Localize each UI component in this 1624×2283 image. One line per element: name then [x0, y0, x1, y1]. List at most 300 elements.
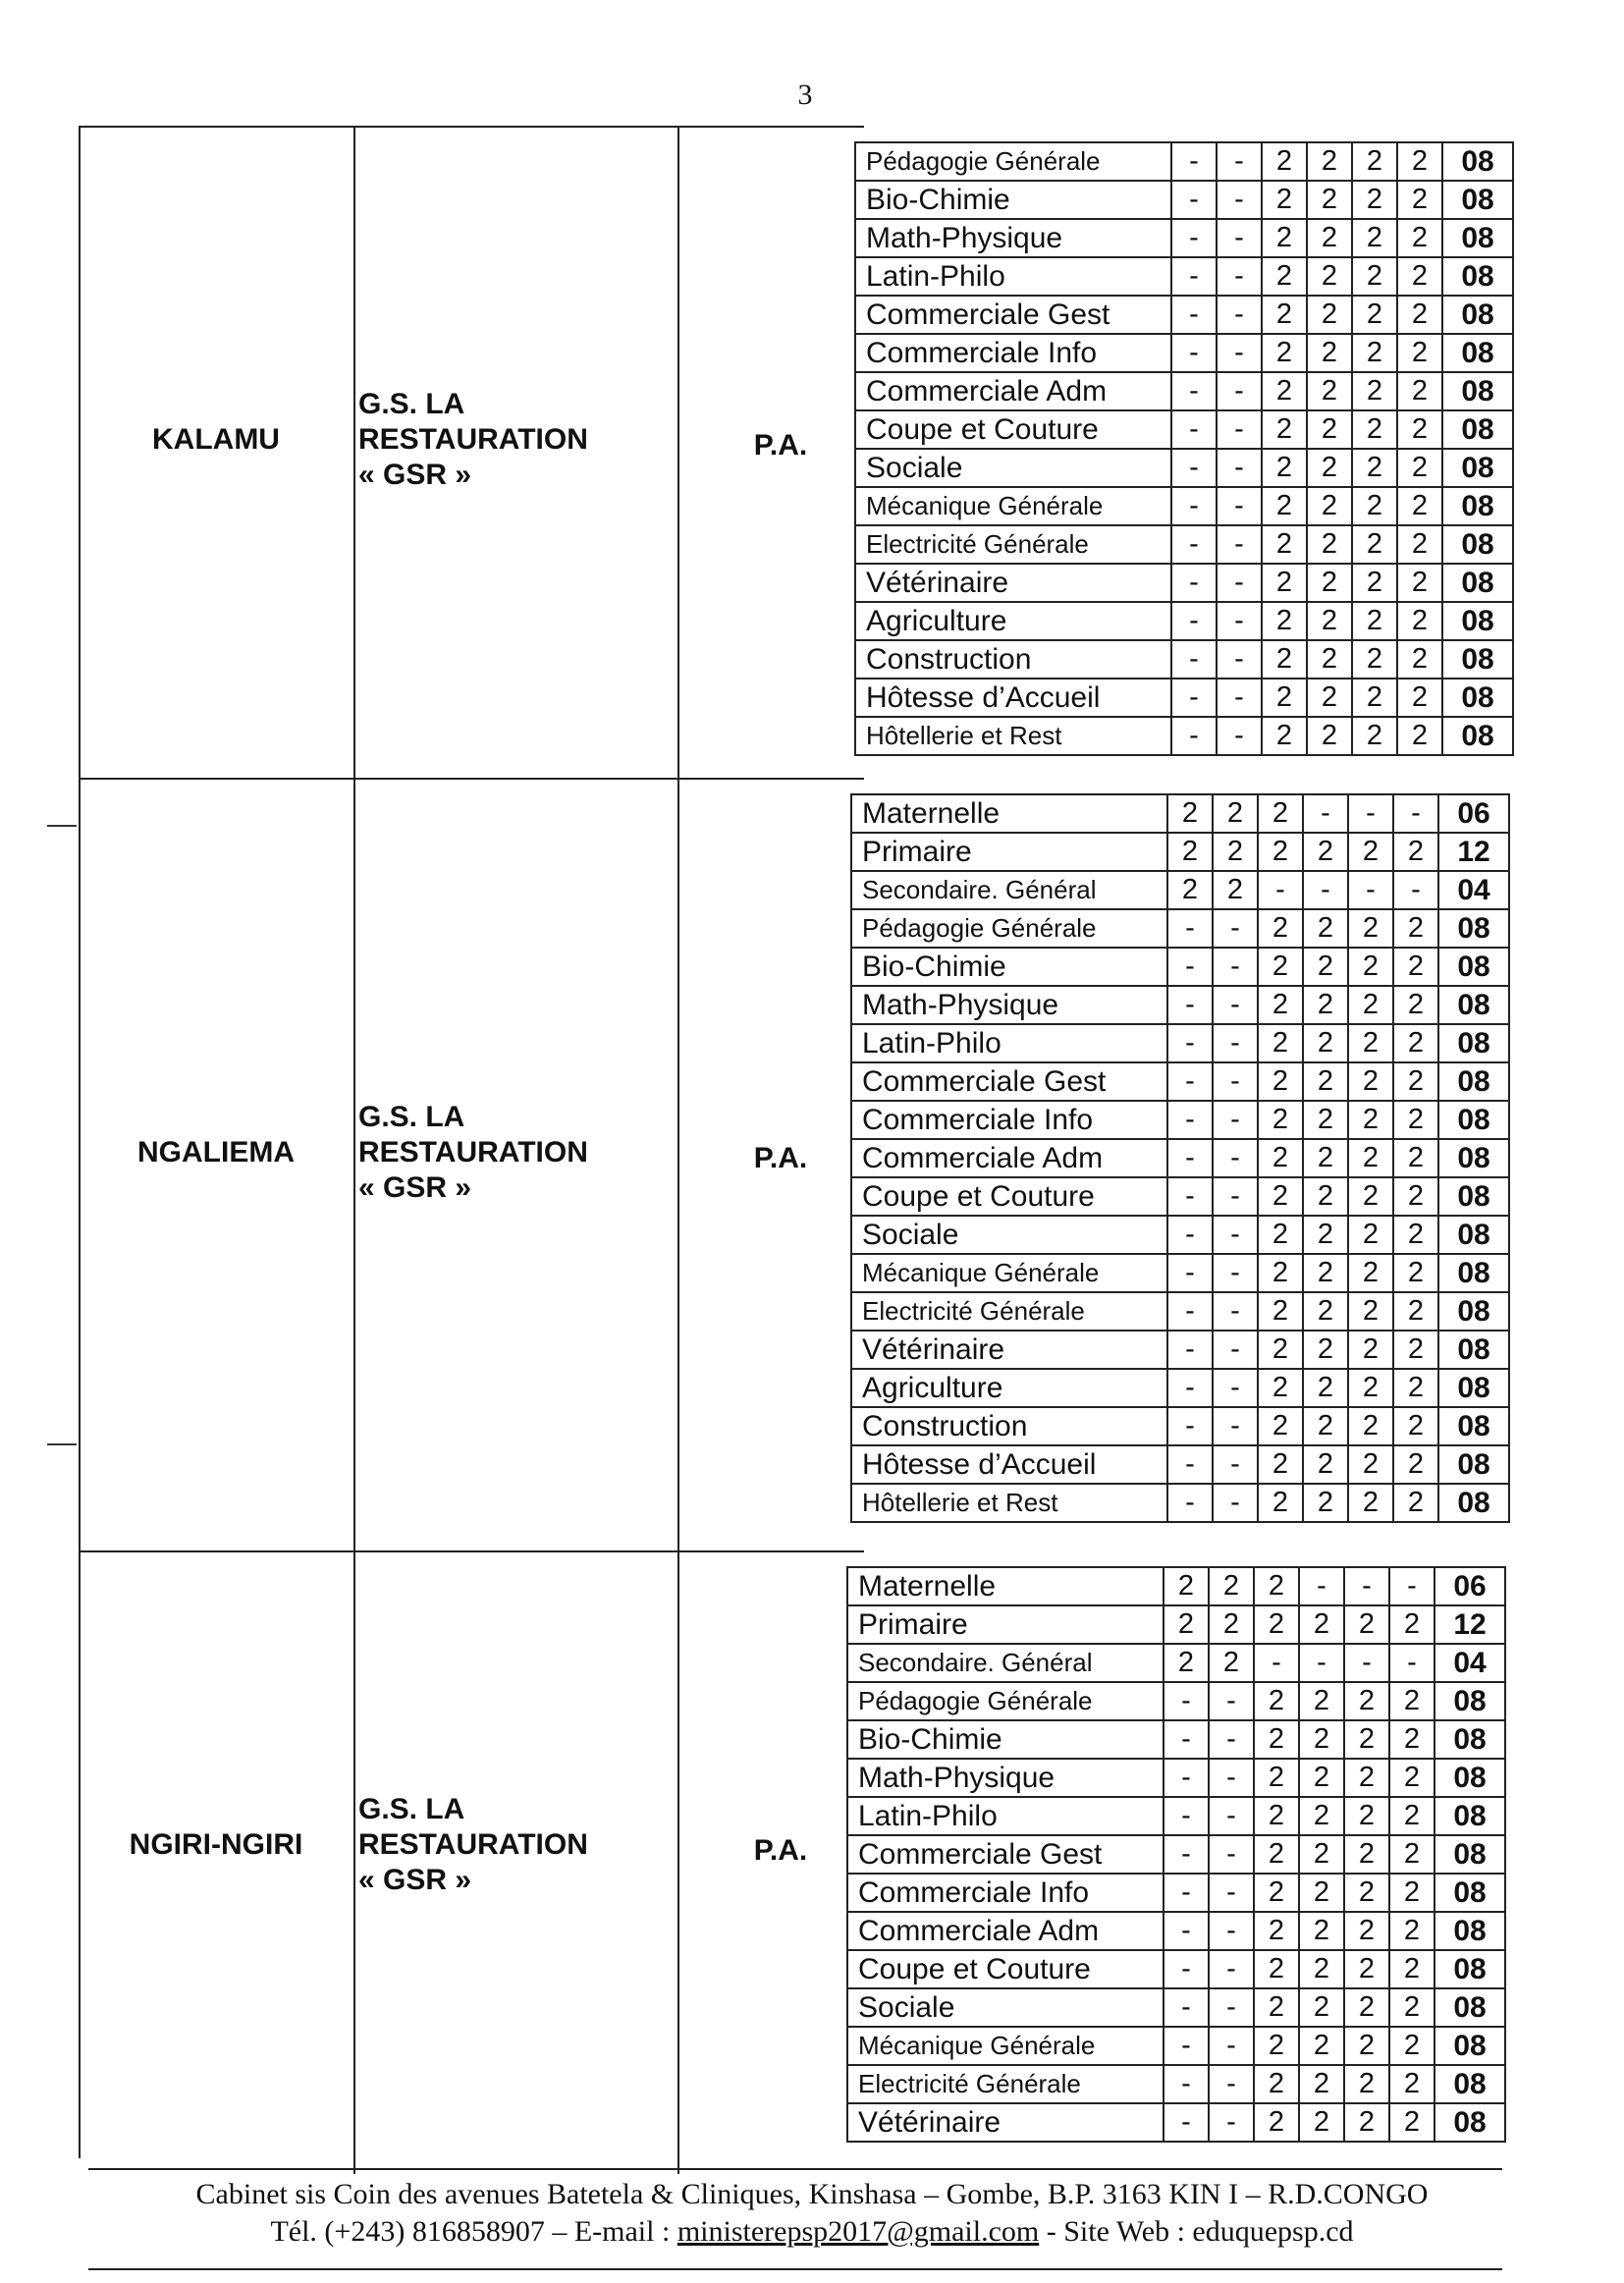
- footer-site: - Site Web : eduquepsp.cd: [1039, 2215, 1354, 2248]
- class-count-cell: 2: [1344, 1720, 1389, 1759]
- class-count-cell: 2: [1397, 257, 1442, 296]
- school-name-line: « GSR »: [358, 1863, 472, 1896]
- table-row: [851, 1062, 1509, 1101]
- class-count-cell: -: [1348, 794, 1393, 833]
- class-count-cell: 2: [1303, 1407, 1348, 1445]
- class-count-cell: 2: [1352, 717, 1397, 755]
- class-count-cell: -: [1209, 1950, 1254, 1988]
- class-count-cell: -: [1209, 2065, 1254, 2103]
- class-count-cell: 2: [1348, 1484, 1393, 1522]
- option-name: Pédagogie Générale: [851, 909, 1167, 948]
- class-count-cell: 2: [1352, 296, 1397, 334]
- table-row: [855, 219, 1513, 257]
- class-count-cell: 2: [1213, 833, 1258, 871]
- class-count-cell: 2: [1262, 640, 1307, 679]
- class-count-cell: -: [1217, 142, 1262, 181]
- class-count-cell: 2: [1352, 142, 1397, 181]
- class-count-cell: 2: [1258, 909, 1303, 948]
- option-name: Math-Physique: [851, 986, 1167, 1024]
- class-count-cell: 2: [1262, 372, 1307, 410]
- class-count-cell: 2: [1397, 679, 1442, 717]
- class-count-cell: 2: [1258, 794, 1303, 833]
- class-count-cell: -: [1217, 487, 1262, 525]
- table-row: [851, 871, 1509, 909]
- class-count-cell: 2: [1167, 794, 1213, 833]
- class-count-cell: -: [1299, 1644, 1344, 1682]
- total-cell: 04: [1435, 1644, 1505, 1682]
- class-count-cell: 2: [1393, 1445, 1438, 1484]
- class-count-cell: 2: [1397, 334, 1442, 372]
- footer-email[interactable]: ministerepsp2017@gmail.com: [677, 2215, 1040, 2248]
- class-count-cell: -: [1217, 296, 1262, 334]
- total-cell: 08: [1442, 602, 1513, 640]
- total-cell: 08: [1438, 1177, 1509, 1216]
- class-count-cell: 2: [1258, 948, 1303, 986]
- class-count-cell: 2: [1389, 1950, 1435, 1988]
- class-count-cell: 2: [1254, 1759, 1299, 1797]
- total-cell: 08: [1438, 948, 1509, 986]
- class-count-cell: 2: [1352, 679, 1397, 717]
- class-count-cell: 2: [1209, 1644, 1254, 1682]
- table-row: [847, 2065, 1505, 2103]
- class-count-cell: 2: [1303, 1254, 1348, 1292]
- class-count-cell: 2: [1393, 1292, 1438, 1331]
- class-count-cell: 2: [1393, 1177, 1438, 1216]
- section-kalamu: [79, 126, 864, 789]
- option-name: Commerciale Adm: [855, 372, 1171, 410]
- class-count-cell: 2: [1344, 1950, 1389, 1988]
- class-count-cell: 2: [1397, 640, 1442, 679]
- class-count-cell: 2: [1397, 487, 1442, 525]
- table-row: [855, 142, 1513, 181]
- total-cell: 08: [1435, 2103, 1505, 2142]
- class-count-cell: 2: [1254, 2027, 1299, 2065]
- class-count-cell: 2: [1254, 1605, 1299, 1644]
- class-count-cell: -: [1213, 1369, 1258, 1407]
- option-name: Math-Physique: [855, 219, 1171, 257]
- class-count-cell: -: [1217, 679, 1262, 717]
- class-count-cell: -: [1217, 257, 1262, 296]
- section-ngiri-ngiri: [79, 1550, 864, 2174]
- class-count-cell: -: [1167, 1062, 1213, 1101]
- class-count-cell: 2: [1397, 410, 1442, 449]
- class-count-cell: -: [1217, 181, 1262, 219]
- class-count-cell: 2: [1262, 181, 1307, 219]
- class-count-cell: 2: [1307, 257, 1352, 296]
- school-name-line: G.S. LA: [358, 388, 465, 420]
- class-count-cell: -: [1217, 334, 1262, 372]
- class-count-cell: 2: [1393, 909, 1438, 948]
- section-ngaliema: [79, 778, 864, 1562]
- class-count-cell: 2: [1344, 2103, 1389, 2142]
- class-count-cell: 2: [1258, 1062, 1303, 1101]
- school-name-line: « GSR »: [358, 1170, 472, 1204]
- class-count-cell: -: [1167, 1484, 1213, 1522]
- class-count-cell: 2: [1397, 372, 1442, 410]
- column-divider: [353, 778, 355, 1562]
- class-count-cell: -: [1167, 948, 1213, 986]
- class-count-cell: -: [1303, 871, 1348, 909]
- class-count-cell: 2: [1389, 1835, 1435, 1874]
- class-count-cell: 2: [1307, 372, 1352, 410]
- class-count-cell: -: [1344, 1644, 1389, 1682]
- option-name: Bio-Chimie: [855, 181, 1171, 219]
- option-name: Latin-Philo: [847, 1797, 1164, 1835]
- class-count-cell: 2: [1352, 181, 1397, 219]
- class-count-cell: 2: [1254, 1797, 1299, 1835]
- class-count-cell: 2: [1344, 2027, 1389, 2065]
- option-name: Secondaire. Général: [847, 1644, 1164, 1682]
- class-count-cell: 2: [1299, 2065, 1344, 2103]
- class-count-cell: 2: [1307, 679, 1352, 717]
- table-row: [851, 1101, 1509, 1139]
- option-name: Commerciale Gest: [847, 1835, 1164, 1874]
- class-count-cell: -: [1171, 219, 1217, 257]
- class-count-cell: 2: [1393, 833, 1438, 871]
- option-name: Mécanique Générale: [851, 1254, 1167, 1292]
- class-count-cell: 2: [1164, 1567, 1209, 1605]
- class-count-cell: -: [1213, 1331, 1258, 1369]
- option-name: Commerciale Gest: [855, 296, 1171, 334]
- total-cell: 08: [1435, 2065, 1505, 2103]
- class-count-cell: 2: [1303, 986, 1348, 1024]
- option-name: Hôtellerie et Rest: [851, 1484, 1167, 1522]
- class-count-cell: 2: [1348, 909, 1393, 948]
- class-count-cell: 2: [1258, 1292, 1303, 1331]
- class-count-cell: 2: [1254, 1950, 1299, 1988]
- total-cell: 08: [1442, 640, 1513, 679]
- total-cell: 08: [1442, 449, 1513, 487]
- option-name: Commerciale Info: [851, 1101, 1167, 1139]
- class-count-cell: 2: [1393, 1216, 1438, 1254]
- option-name: Vétérinaire: [855, 564, 1171, 602]
- option-name: Coupe et Couture: [847, 1950, 1164, 1988]
- class-count-cell: 2: [1303, 1292, 1348, 1331]
- total-cell: 08: [1438, 1139, 1509, 1177]
- class-count-cell: -: [1164, 2027, 1209, 2065]
- class-count-cell: 2: [1307, 219, 1352, 257]
- total-cell: 08: [1435, 1835, 1505, 1874]
- footer-address: Cabinet sis Coin des avenues Batetela & Cliniques, Kinshasa – Gombe, B.P. 3163 KIN I – R.D.CONGO: [195, 2178, 1429, 2210]
- class-count-cell: 2: [1254, 1912, 1299, 1950]
- class-count-cell: -: [1167, 1407, 1213, 1445]
- commune-name: NGALIEMA: [137, 1135, 295, 1169]
- class-count-cell: 2: [1299, 1835, 1344, 1874]
- school-name-line: G.S. LA: [358, 1100, 465, 1133]
- class-count-cell: 2: [1213, 794, 1258, 833]
- class-count-cell: 2: [1344, 1682, 1389, 1720]
- total-cell: 08: [1435, 1759, 1505, 1797]
- class-count-cell: 2: [1389, 1874, 1435, 1912]
- class-count-cell: -: [1393, 794, 1438, 833]
- class-count-cell: 2: [1254, 1988, 1299, 2027]
- option-name: Maternelle: [847, 1567, 1164, 1605]
- option-name: Mécanique Générale: [855, 487, 1171, 525]
- total-cell: 08: [1442, 564, 1513, 602]
- class-count-cell: 2: [1258, 833, 1303, 871]
- class-count-cell: 2: [1307, 334, 1352, 372]
- class-count-cell: 2: [1303, 948, 1348, 986]
- total-cell: 08: [1435, 1950, 1505, 1988]
- options-table: [850, 793, 1510, 1523]
- class-count-cell: 2: [1303, 1062, 1348, 1101]
- table-row: [851, 794, 1509, 833]
- table-row: [851, 833, 1509, 871]
- table-row: [855, 602, 1513, 640]
- class-count-cell: -: [1171, 717, 1217, 755]
- class-count-cell: -: [1209, 1874, 1254, 1912]
- class-count-cell: 2: [1299, 1950, 1344, 1988]
- table-row: [851, 1024, 1509, 1062]
- class-count-cell: -: [1171, 640, 1217, 679]
- class-count-cell: -: [1213, 1216, 1258, 1254]
- class-count-cell: 2: [1258, 1216, 1303, 1254]
- option-name: Secondaire. Général: [851, 871, 1167, 909]
- class-count-cell: 2: [1348, 1216, 1393, 1254]
- table-row: [851, 1216, 1509, 1254]
- margin-mark: [47, 1443, 77, 1445]
- table-row: [847, 2103, 1505, 2142]
- class-count-cell: 2: [1344, 1797, 1389, 1835]
- option-name: Construction: [855, 640, 1171, 679]
- class-count-cell: 2: [1303, 1139, 1348, 1177]
- class-count-cell: 2: [1348, 1292, 1393, 1331]
- class-count-cell: 2: [1262, 449, 1307, 487]
- class-count-cell: 2: [1307, 602, 1352, 640]
- table-row: [847, 1644, 1505, 1682]
- class-count-cell: 2: [1389, 1720, 1435, 1759]
- table-row: [855, 334, 1513, 372]
- class-count-cell: 2: [1307, 640, 1352, 679]
- class-count-cell: 2: [1262, 296, 1307, 334]
- class-count-cell: -: [1171, 679, 1217, 717]
- class-count-cell: -: [1213, 1407, 1258, 1445]
- class-count-cell: 2: [1299, 1988, 1344, 2027]
- class-count-cell: 2: [1254, 1874, 1299, 1912]
- table-row: [847, 1720, 1505, 1759]
- option-name: Pédagogie Générale: [847, 1682, 1164, 1720]
- total-cell: 08: [1438, 986, 1509, 1024]
- class-count-cell: -: [1348, 871, 1393, 909]
- class-count-cell: -: [1171, 449, 1217, 487]
- class-count-cell: -: [1213, 1101, 1258, 1139]
- total-cell: 08: [1438, 1101, 1509, 1139]
- class-count-cell: 2: [1262, 219, 1307, 257]
- class-count-cell: 2: [1348, 1139, 1393, 1177]
- class-count-cell: 2: [1258, 1331, 1303, 1369]
- class-count-cell: 2: [1348, 1254, 1393, 1292]
- option-name: Maternelle: [851, 794, 1167, 833]
- class-count-cell: -: [1171, 181, 1217, 219]
- class-count-cell: 2: [1352, 219, 1397, 257]
- total-cell: 08: [1442, 410, 1513, 449]
- class-count-cell: -: [1164, 1912, 1209, 1950]
- program-code: P.A.: [753, 1833, 808, 1867]
- class-count-cell: -: [1209, 1720, 1254, 1759]
- class-count-cell: 2: [1389, 1759, 1435, 1797]
- school-name-line: G.S. LA: [358, 1792, 465, 1825]
- option-name: Latin-Philo: [855, 257, 1171, 296]
- class-count-cell: -: [1217, 564, 1262, 602]
- class-count-cell: -: [1217, 602, 1262, 640]
- total-cell: 08: [1438, 1254, 1509, 1292]
- class-count-cell: 2: [1352, 564, 1397, 602]
- total-cell: 08: [1442, 679, 1513, 717]
- class-count-cell: 2: [1352, 334, 1397, 372]
- option-name: Electricité Générale: [855, 525, 1171, 564]
- class-count-cell: 2: [1397, 142, 1442, 181]
- total-cell: 08: [1435, 1682, 1505, 1720]
- class-count-cell: 2: [1307, 449, 1352, 487]
- class-count-cell: 2: [1348, 833, 1393, 871]
- class-count-cell: -: [1217, 525, 1262, 564]
- class-count-cell: -: [1171, 487, 1217, 525]
- total-cell: 08: [1442, 296, 1513, 334]
- class-count-cell: -: [1164, 1759, 1209, 1797]
- option-name: Hôtellerie et Rest: [855, 717, 1171, 755]
- option-name: Primaire: [851, 833, 1167, 871]
- table-row: [855, 181, 1513, 219]
- total-cell: 12: [1435, 1605, 1505, 1644]
- class-count-cell: 2: [1303, 833, 1348, 871]
- total-cell: 08: [1438, 1484, 1509, 1522]
- class-count-cell: 2: [1262, 334, 1307, 372]
- class-count-cell: -: [1167, 909, 1213, 948]
- class-count-cell: 2: [1258, 1407, 1303, 1445]
- total-cell: 12: [1438, 833, 1509, 871]
- class-count-cell: 2: [1397, 181, 1442, 219]
- total-cell: 06: [1435, 1567, 1505, 1605]
- class-count-cell: -: [1217, 640, 1262, 679]
- class-count-cell: 2: [1352, 372, 1397, 410]
- table-row: [847, 1605, 1505, 1644]
- class-count-cell: 2: [1262, 410, 1307, 449]
- class-count-cell: 2: [1389, 1682, 1435, 1720]
- class-count-cell: 2: [1299, 1912, 1344, 1950]
- table-row: [847, 1567, 1505, 1605]
- class-count-cell: 2: [1164, 1605, 1209, 1644]
- class-count-cell: 2: [1258, 1254, 1303, 1292]
- total-cell: 08: [1435, 2027, 1505, 2065]
- class-count-cell: -: [1164, 1682, 1209, 1720]
- class-count-cell: 2: [1258, 1177, 1303, 1216]
- class-count-cell: -: [1209, 2027, 1254, 2065]
- class-count-cell: -: [1303, 794, 1348, 833]
- class-count-cell: 2: [1258, 1369, 1303, 1407]
- class-count-cell: 2: [1393, 1407, 1438, 1445]
- class-count-cell: -: [1171, 372, 1217, 410]
- class-count-cell: -: [1217, 410, 1262, 449]
- total-cell: 08: [1438, 1024, 1509, 1062]
- class-count-cell: -: [1213, 909, 1258, 948]
- class-count-cell: 2: [1262, 679, 1307, 717]
- section-divider: [79, 1550, 864, 1552]
- class-count-cell: 2: [1348, 1101, 1393, 1139]
- class-count-cell: 2: [1299, 1797, 1344, 1835]
- table-row: [847, 2027, 1505, 2065]
- margin-mark: [47, 825, 77, 827]
- column-divider: [353, 1550, 355, 2174]
- total-cell: 08: [1442, 219, 1513, 257]
- class-count-cell: 2: [1352, 525, 1397, 564]
- class-count-cell: -: [1217, 717, 1262, 755]
- class-count-cell: 2: [1209, 1567, 1254, 1605]
- class-count-cell: 2: [1393, 948, 1438, 986]
- total-cell: 08: [1435, 1912, 1505, 1950]
- class-count-cell: -: [1167, 1177, 1213, 1216]
- class-count-cell: 2: [1299, 2027, 1344, 2065]
- class-count-cell: 2: [1397, 296, 1442, 334]
- table-row: [851, 986, 1509, 1024]
- table-row: [851, 1177, 1509, 1216]
- class-count-cell: 2: [1164, 1644, 1209, 1682]
- total-cell: 08: [1438, 909, 1509, 948]
- class-count-cell: -: [1164, 1988, 1209, 2027]
- total-cell: 08: [1442, 717, 1513, 755]
- table-row: [855, 372, 1513, 410]
- class-count-cell: 2: [1299, 1720, 1344, 1759]
- class-count-cell: 2: [1393, 986, 1438, 1024]
- column-divider: [353, 126, 355, 789]
- class-count-cell: -: [1164, 2065, 1209, 2103]
- class-count-cell: 2: [1348, 1062, 1393, 1101]
- table-row: [847, 1682, 1505, 1720]
- table-row: [847, 1797, 1505, 1835]
- class-count-cell: -: [1171, 296, 1217, 334]
- class-count-cell: -: [1167, 1216, 1213, 1254]
- option-name: Commerciale Adm: [847, 1912, 1164, 1950]
- class-count-cell: -: [1171, 257, 1217, 296]
- class-count-cell: -: [1344, 1567, 1389, 1605]
- class-count-cell: -: [1167, 1254, 1213, 1292]
- class-count-cell: 2: [1389, 2027, 1435, 2065]
- class-count-cell: -: [1209, 1682, 1254, 1720]
- class-count-cell: 2: [1258, 1024, 1303, 1062]
- class-count-cell: -: [1167, 1331, 1213, 1369]
- commune-name: KALAMU: [152, 423, 280, 456]
- class-count-cell: 2: [1348, 1024, 1393, 1062]
- school-name-line: RESTAURATION: [358, 1827, 588, 1861]
- total-cell: 08: [1438, 1445, 1509, 1484]
- class-count-cell: 2: [1397, 564, 1442, 602]
- class-count-cell: -: [1389, 1644, 1435, 1682]
- class-count-cell: -: [1213, 948, 1258, 986]
- class-count-cell: 2: [1258, 1139, 1303, 1177]
- table-row: [855, 679, 1513, 717]
- class-count-cell: -: [1209, 1988, 1254, 2027]
- program-code: P.A.: [753, 429, 808, 462]
- class-count-cell: 2: [1393, 1369, 1438, 1407]
- option-name: Vétérinaire: [847, 2103, 1164, 2142]
- class-count-cell: -: [1209, 2103, 1254, 2142]
- class-count-cell: 2: [1348, 1407, 1393, 1445]
- class-count-cell: 2: [1307, 717, 1352, 755]
- class-count-cell: 2: [1397, 449, 1442, 487]
- table-row: [855, 564, 1513, 602]
- option-name: Coupe et Couture: [855, 410, 1171, 449]
- class-count-cell: 2: [1254, 1682, 1299, 1720]
- class-count-cell: -: [1213, 986, 1258, 1024]
- class-count-cell: -: [1164, 1797, 1209, 1835]
- total-cell: 08: [1442, 257, 1513, 296]
- class-count-cell: 2: [1344, 1835, 1389, 1874]
- class-count-cell: 2: [1393, 1484, 1438, 1522]
- program-code: P.A.: [753, 1141, 808, 1174]
- class-count-cell: 2: [1303, 1331, 1348, 1369]
- class-count-cell: 2: [1167, 871, 1213, 909]
- table-row: [851, 1407, 1509, 1445]
- class-count-cell: -: [1213, 1445, 1258, 1484]
